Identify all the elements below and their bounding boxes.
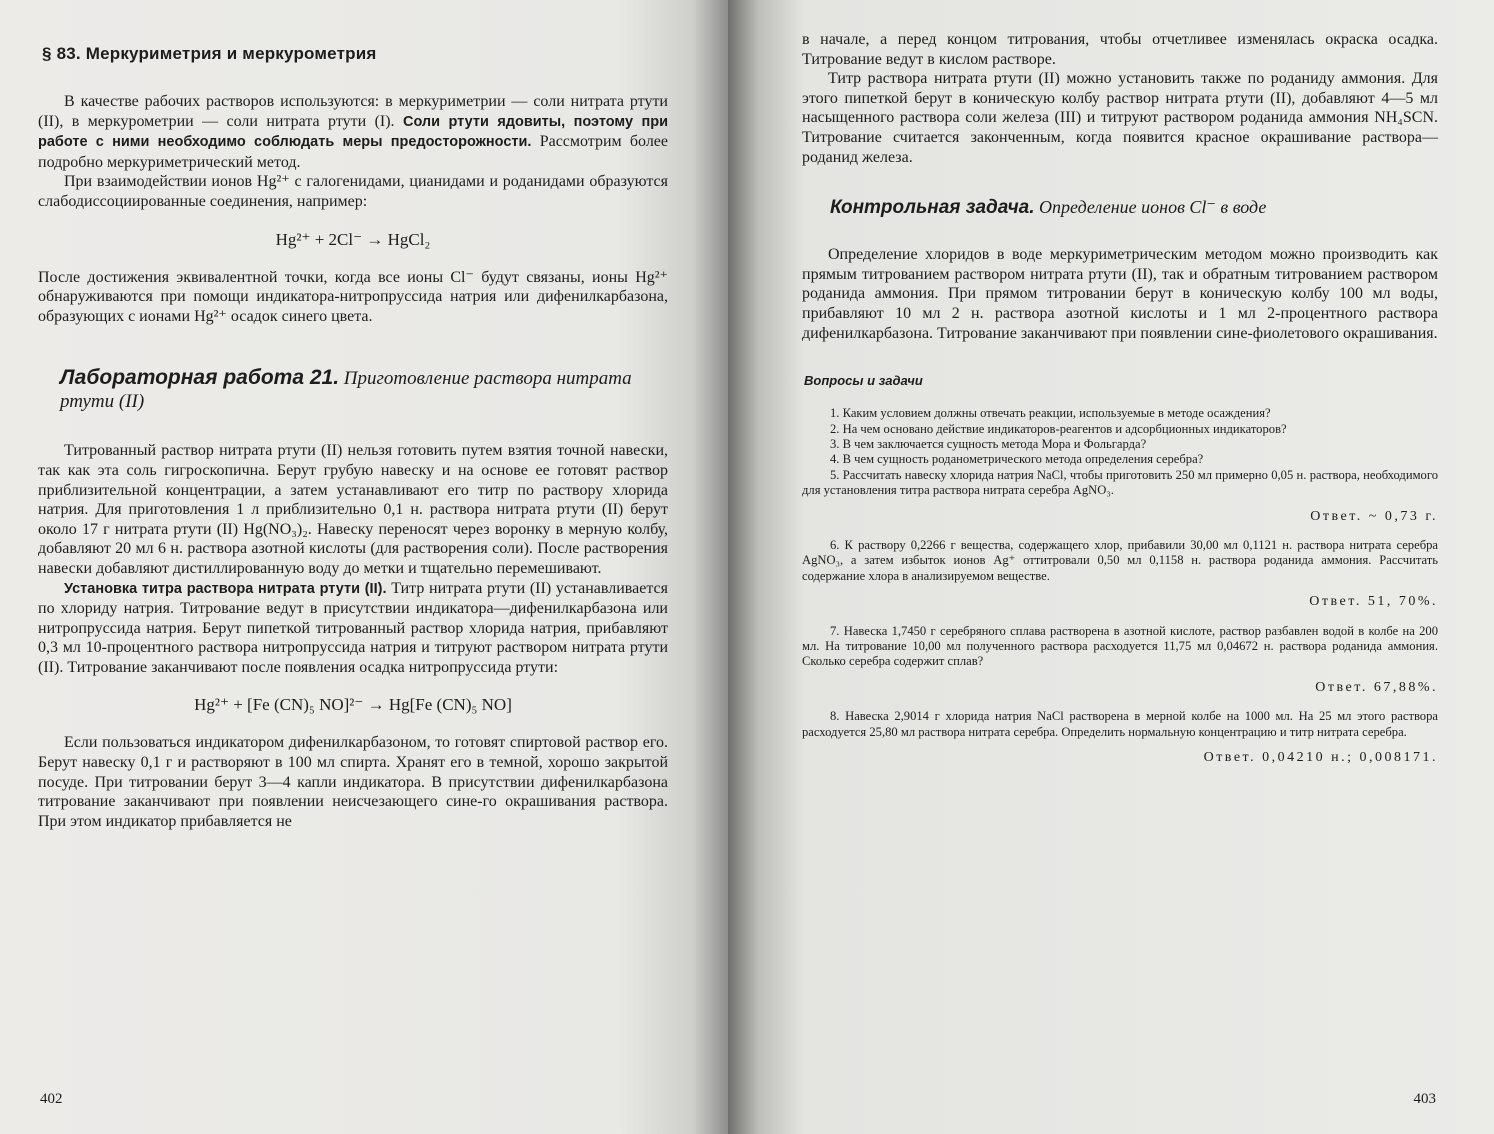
problem-7: 7. Навеска 1,7450 г серебряного сплава растворена в азотной кислоте, раствор разбавлен водой в колбе на 200 мл. На титрование 10,00 мл полученного раствора расходуется 11,75 мл 0,04672 н. раствора роданида аммония. Сколько серебра содержит сплав? xyxy=(802,623,1438,669)
question-item: 5. Рассчитать навеску хлорида натрия NaCl, чтобы приготовить 250 мл примерно 0,05 н. раствора, необходимого для установления титра раствора нитрата серебра AgNO₃. xyxy=(802,467,1438,498)
lab-work-title xyxy=(60,366,668,413)
page-number-right: 403 xyxy=(1413,1091,1436,1107)
answer-7: Ответ. 67,88%. xyxy=(1315,679,1438,695)
intro-warning: Соли ртути ядовиты, поэтому при работе с ними необходимо соблюдать меры предосторожности. xyxy=(38,113,668,151)
lab-work-description: Приготовление раствора нитрата ртути (II) xyxy=(60,368,632,413)
question-item: 4. В чем сущность роданометрического метода определения серебра? xyxy=(830,452,1204,467)
titr-heading: Установка титра раствора нитрата ртути (II). xyxy=(64,580,387,597)
control-task-label: Контрольная задача. xyxy=(830,197,1035,219)
formula-nitroprusside: Hg²⁺ + [Fe (CN)₅ NO]²⁻ → Hg[Fe (CN)₅ NO] xyxy=(194,695,512,715)
answer-5: Ответ. ~ 0,73 г. xyxy=(1310,508,1438,524)
formula-hgcl2: Hg²⁺ + 2Cl⁻ → HgCl₂ xyxy=(275,229,431,249)
titr-paragraph xyxy=(38,579,668,678)
intro-paragraph xyxy=(38,92,668,172)
equivalence-paragraph: После достижения эквивалентной точки, когда все ионы Cl⁻ будут связаны, ионы Hg²⁺ обнаруживаются при помощи индикатора-нитропруссида натрия или дифенилкарбазона, образующих с ионами Hg²⁺ осадок синего цвета. xyxy=(38,268,668,325)
intro-text-2: Рассмотрим более подробно меркуриметрический метод. xyxy=(38,133,669,171)
lab-work-label: Лабораторная работа 21. xyxy=(60,366,340,390)
continued-paragraph: в начале, а перед концом титрования, чтобы отчетливее изменялась окраска осадка. Титрование ведут в кислом растворе. xyxy=(802,31,1438,68)
question-item: 1. Каким условием должны отвечать реакции, используемые в методе осаждения? xyxy=(830,406,1271,421)
interaction-paragraph: При взаимодействии ионов Hg²⁺ с галогенидами, цианидами и роданидами образуются слабодиссоциированные соединения, например: xyxy=(38,173,668,210)
control-task-title xyxy=(830,197,1438,219)
page-number-left: 402 xyxy=(40,1091,63,1107)
problem-6: 6. К раствору 0,2266 г вещества, содержащего хлор, прибавили 30,00 мл 0,1121 н. раствора нитрата серебра AgNO₃, а затем избыток ионов Ag⁺ оттитровали 0,50 мл 0,1158 н. раствора роданида аммония. Рассчитать содержание хлора в анализируемом веществе. xyxy=(802,537,1438,583)
titr-text: Титр нитрата ртути (II) устанавливается по хлориду натрия. Титрование ведут в присутствии индикатора—дифенилкарбазона или нитропруссида натрия. Берут пипеткой титрованный раствор хлорида натрия, прибавляют 0,3 мл 10-процентного раствора нитропруссида натрия и титруют раствором нитрата ртути (II). Титрование заканчивают после появления осадка нитропруссида ртути: xyxy=(38,579,668,676)
question-item: 2. На чем основано действие индикаторов-реагентов и адсорбционных индикаторов? xyxy=(830,421,1287,436)
lab-paragraph: Титрованный раствор нитрата ртути (II) нельзя готовить путем взятия точной навески, так как эта соль гигроскопична. Берут грубую навеску и на основе ее готовят раствор приблизительной концентрации, а затем устанавливают его титр по раствору хлорида натрия. Для приготовления 1 л приблизительно 0,1 н. раствора нитрата ртути (II) берут около 17 г нитрата ртути (II) Hg(NO₃)₂. Навеску переносят через воронку в мерную колбу, добавляют 20 мл 6 н. раствора азотной кислоты (для растворения соли). После растворения навески добавляют дистиллированную воду до метки и тщательно перемешивают. xyxy=(38,442,668,577)
indicator-paragraph: Если пользоваться индикатором дифенилкарбазоном, то готовят спиртовой раствор его. Берут навеску 0,1 г и растворяют в 100 мл спирта. Хранят его в темной, хорошо закрытой посуде. При титровании берут 3—4 капли индикатора. В присутствии дифенилкарбазона титрование заканчивают при появлении неисчезающего сине-го окрашивания раствора. При этом индикатор прибавляется не xyxy=(38,734,668,830)
rhodanide-paragraph: Титр раствора нитрата ртути (II) можно установить также по роданиду аммония. Для этого пипеткой берут в коническую колбу раствор нитрата ртути (II), добавляют 4—5 мл насыщенного раствора соли железа (III) и титруют раствором роданида аммония NH₄SCN. Титрование считается законченным, когда появится красное окрашивание раствора—роданид железа. xyxy=(802,70,1438,166)
control-task-description: Определение ионов Cl⁻ в воде xyxy=(1039,197,1267,218)
question-item: 3. В чем заключается сущность метода Мора и Фольгарда? xyxy=(830,436,1147,451)
left-page xyxy=(0,0,728,1134)
answer-8: Ответ. 0,04210 н.; 0,008171. xyxy=(1203,750,1438,766)
problem-8: 8. Навеска 2,9014 г хлорида натрия NaCl растворена в мерной колбе на 1000 мл. На 25 мл этого раствора расходуется 25,80 мл раствора нитрата серебра. Определить нормальную концентрацию и титр нитрата серебра. xyxy=(802,709,1438,739)
answer-6: Ответ. 51, 70%. xyxy=(1309,594,1438,610)
questions-heading: Вопросы и задачи xyxy=(804,373,923,389)
right-page xyxy=(728,0,1494,1134)
control-task-paragraph: Определение хлоридов в воде меркуриметрическим методом можно производить как прямым титрованием раствором нитрата ртути (II), так и обратным титрованием раствором роданида аммония. При прямом титровании берут в коническую колбу 100 мл воды, прибавляют 10 мл 2 н. раствора азотной кислоты и 1 мл 2-процентного раствора дифенилкарбазона. Титрование заканчивают при появлении сине-фиолетового окрашивания. xyxy=(802,246,1438,342)
intro-text-1: В качестве рабочих растворов используются: в меркуриметрии — соли нитрата ртути (II), в меркурометрии — соли нитрата ртути (I). xyxy=(38,93,668,130)
section-title: § 83. Меркуриметрия и меркурометрия xyxy=(42,44,377,63)
questions-list xyxy=(802,406,1438,765)
